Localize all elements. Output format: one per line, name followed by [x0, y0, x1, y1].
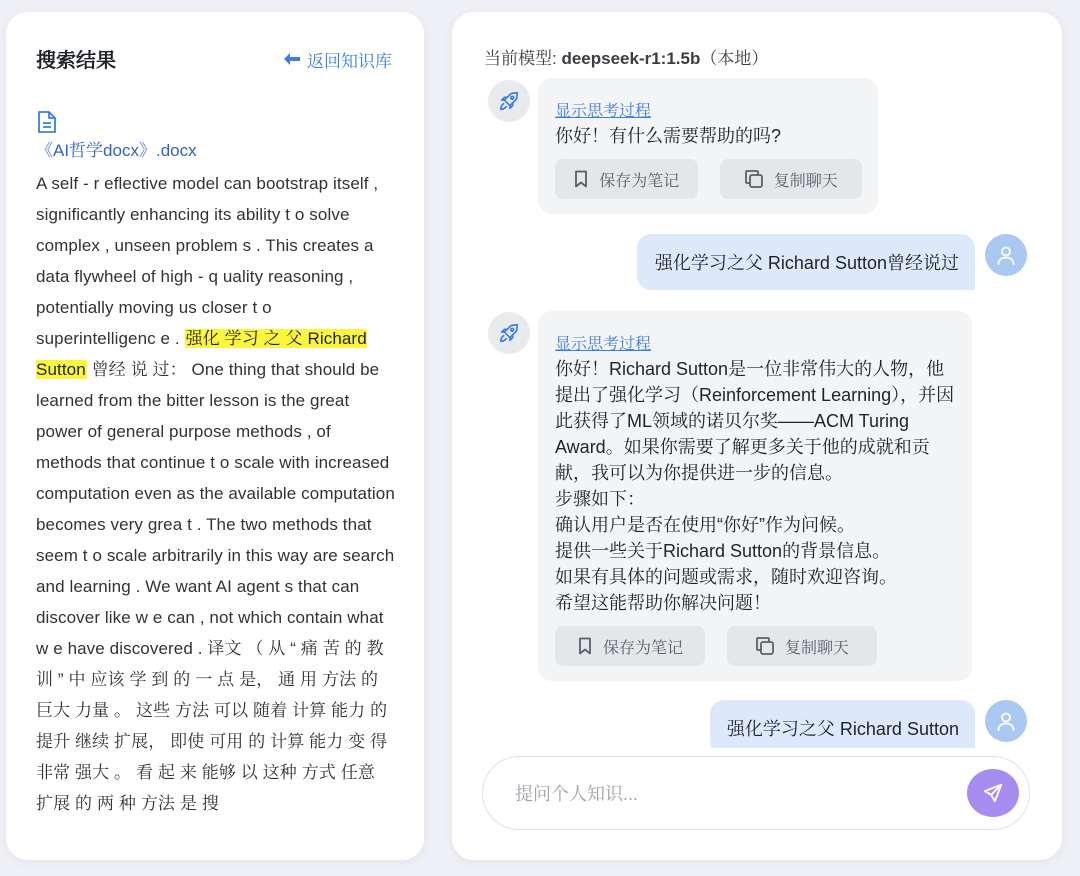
back-link-label: 返回知识库 — [307, 52, 392, 71]
copy-chat-button[interactable] — [727, 626, 877, 666]
passage-text-after: 曾经 说 过： One thing that should be learned from the bitter lesson is the great power of general purpose methods , of methods that continue t o scale with increased computation even as the available computation becomes very grea t . The two methods that seem t o scale arbitrarily in this way are search and learning . We want AI agent s that can discover like w e can , not which contain what w e have discovered . 译文 （ 从 “ 痛 苦 的 教训 ” 中 应该 学 到 的 一 点 是， 通 用 方法 的 巨大 力量 。 这些 方法 可以 随着 计算 能力 的 提升 继续 扩展， 即使 可用 的 计算 能力 变 得 非常 强大 。 看 起 来 能够 以 这种 方式 任意 扩展 的 两 种 方法 是 搜 — [36, 360, 395, 813]
arrow-left-icon — [283, 51, 301, 69]
rocket-icon — [498, 322, 520, 344]
user-message-text: 强化学习之父 Richard Sutton曾经说过 — [654, 253, 959, 273]
user-avatar — [985, 700, 1027, 742]
user-message — [710, 700, 975, 748]
model-name: deepseek-r1:1.5b — [561, 49, 701, 68]
assistant-avatar — [488, 312, 530, 354]
copy-chat-button[interactable] — [720, 159, 863, 199]
search-results-title: 搜索结果 — [36, 50, 116, 72]
rocket-icon — [498, 90, 520, 112]
model-prefix: 当前模型: — [484, 49, 562, 68]
passage-highlight: 强化 学习 之 父 Richard Sutton — [36, 329, 367, 379]
assistant-message — [538, 311, 972, 681]
send-button[interactable] — [967, 769, 1019, 817]
save-as-note-button[interactable] — [555, 159, 698, 199]
bookmark-icon — [573, 170, 589, 188]
user-avatar — [985, 234, 1027, 276]
model-suffix: （本地） — [700, 49, 769, 68]
message-text: 你好！有什么需要帮助的吗? — [555, 126, 782, 146]
bookmark-icon — [577, 637, 593, 655]
show-thinking-link[interactable]: 显示思考过程 — [555, 336, 652, 353]
question-input[interactable] — [513, 777, 957, 811]
user-icon — [996, 711, 1016, 731]
document-link[interactable]: 《AI哲学docx》.docx — [36, 141, 197, 160]
back-to-knowledge-base-link[interactable] — [283, 47, 392, 72]
current-model-indicator — [484, 44, 768, 69]
search-results-panel — [6, 12, 424, 860]
message-text: 你好！Richard Sutton是一位非常伟大的人物，他提出了强化学习（Reinforcement Learning），并因此获得了ML领域的诺贝尔奖——ACM Turing Award。如果你需要了解更多关于他的成就和贡献，我可以为你提供进一步的信息。 — [555, 359, 955, 483]
save-as-note-label: 保存为笔记 — [599, 172, 680, 190]
copy-icon — [744, 169, 764, 189]
show-thinking-link[interactable]: 显示思考过程 — [555, 103, 652, 120]
chat-history[interactable] — [452, 74, 1062, 748]
assistant-avatar — [488, 80, 530, 122]
copy-icon — [755, 636, 775, 656]
send-icon — [982, 782, 1004, 804]
question-input-box — [482, 756, 1030, 830]
copy-chat-label: 复制聊天 — [773, 172, 838, 190]
save-as-note-button[interactable] — [555, 626, 705, 666]
chat-panel — [452, 12, 1062, 860]
user-icon — [996, 245, 1016, 265]
step-item: 希望这能帮助你解决问题！ — [555, 593, 771, 613]
user-message — [637, 234, 975, 290]
step-item: 如果有具体的问题或需求，随时欢迎咨询。 — [555, 567, 897, 587]
document-icon — [36, 110, 58, 134]
assistant-message — [538, 78, 878, 214]
step-item: 提供一些关于Richard Sutton的背景信息。 — [555, 541, 891, 561]
search-result-passage — [36, 168, 396, 830]
passage-text-before: A self - r eflective model can bootstrap itself , significantly enhancing its ability t o solve complex , unseen problem s . This creates a data flywheel of high - q uality reasoning , potentially moving us closer t o superintelligenc e . — [36, 174, 379, 348]
user-message-text: 强化学习之父 Richard Sutton — [726, 719, 959, 739]
copy-chat-label: 复制聊天 — [784, 639, 849, 657]
steps-title: 步骤如下： — [555, 489, 645, 509]
step-item: 确认用户是否在使用“你好”作为问候。 — [555, 515, 855, 535]
save-as-note-label: 保存为笔记 — [602, 639, 683, 657]
